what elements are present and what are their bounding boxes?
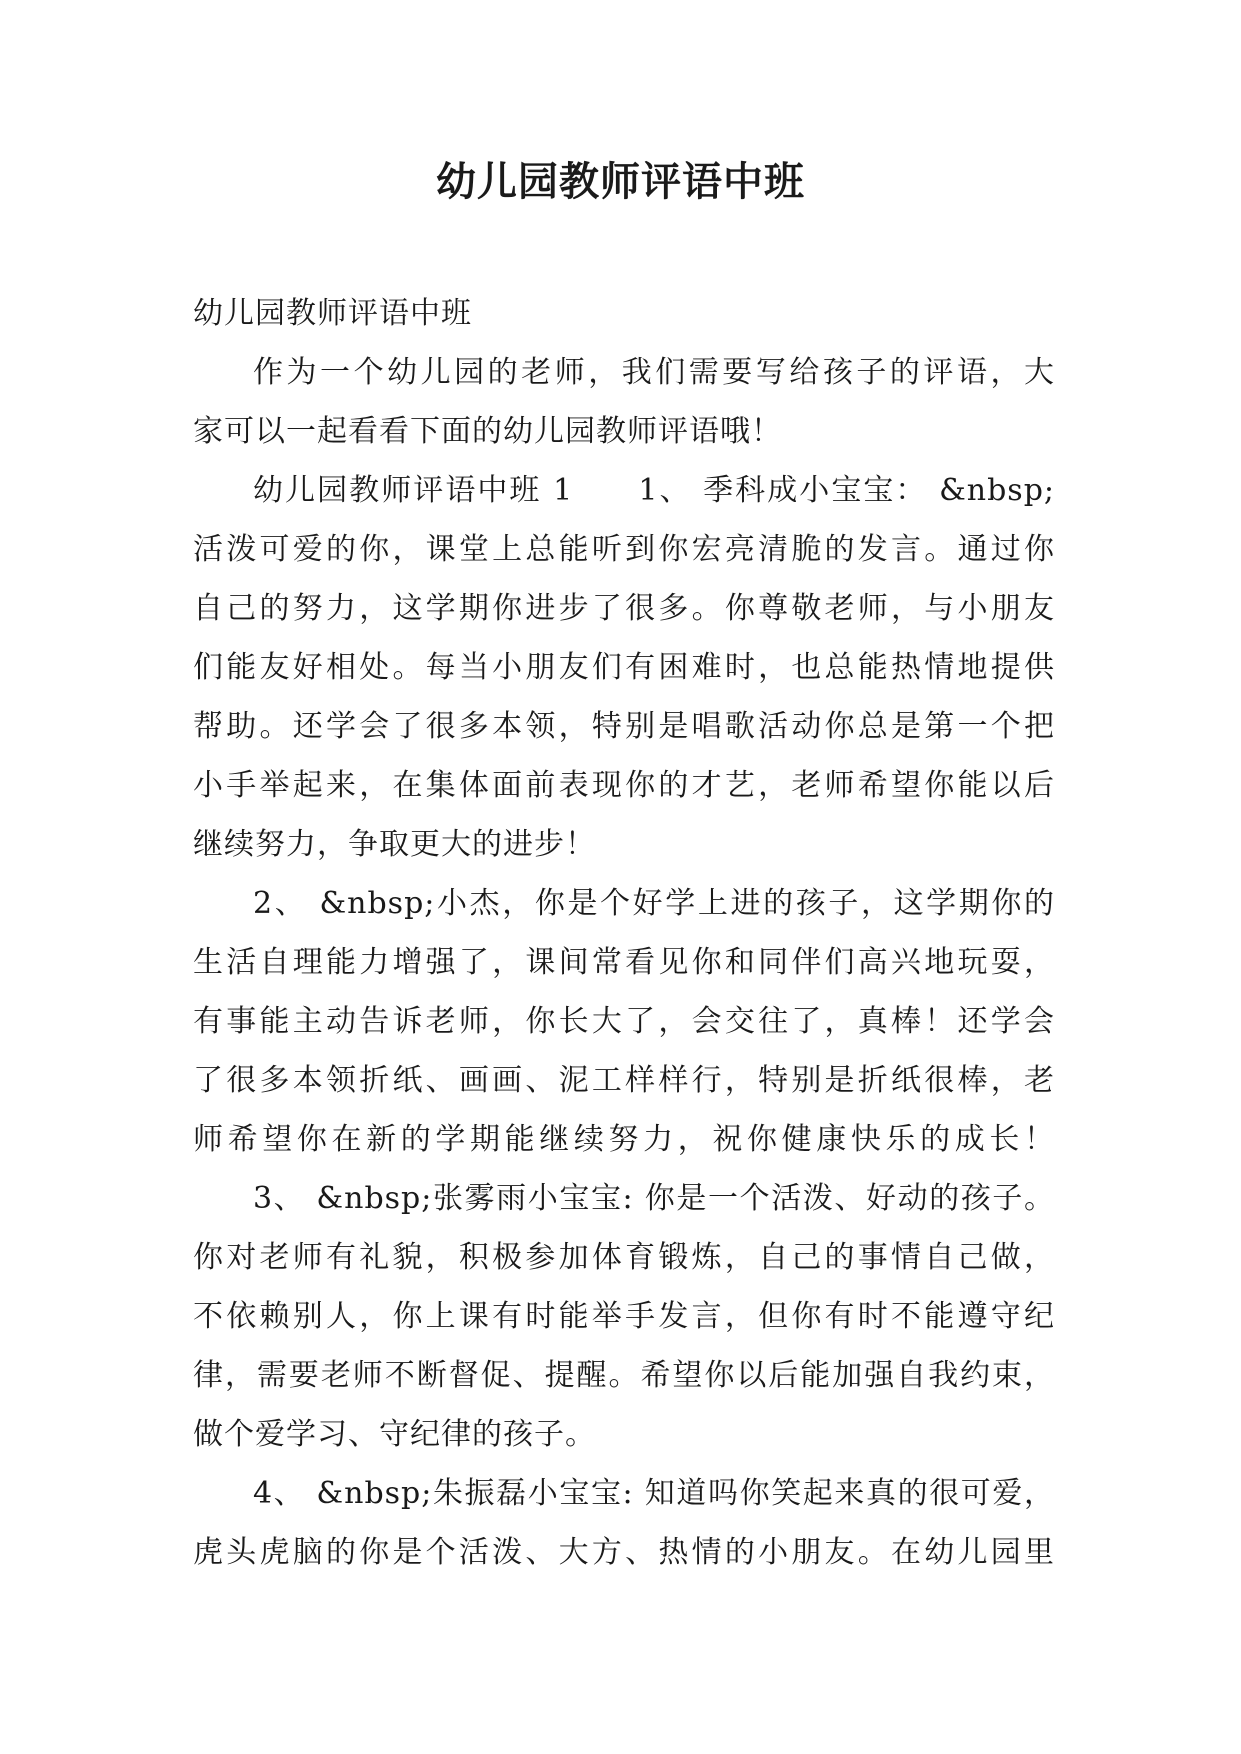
text-line: 继续努力，争取更大的进步！ [193, 827, 596, 862]
document-title: 幼儿园教师评语中班 [436, 158, 805, 205]
text-line: 有事能主动告诉老师，你长大了，会交往了，真棒！还学会 [193, 1004, 1055, 1039]
text-line: 们能友好相处。每当小朋友们有困难时，也总能热情地提供 [193, 650, 1055, 685]
text-line: 活泼可爱的你，课堂上总能听到你宏亮清脆的发言。通过你 [193, 532, 1055, 567]
text-line: 4、 &nbsp;朱振磊小宝宝: 知道吗你笑起来真的很可爱， [253, 1476, 1055, 1511]
text-line: 幼儿园教师评语中班 [193, 296, 472, 331]
text-line: 帮助。还学会了很多本领，特别是唱歌活动你总是第一个把 [193, 709, 1055, 744]
text-line: 律，需要老师不断督促、提醒。希望你以后能加强自我约束， [193, 1358, 1055, 1393]
text-line: 生活自理能力增强了，课间常看见你和同伴们高兴地玩耍， [193, 945, 1055, 980]
text-line: 了很多本领折纸、画画、泥工样样行，特别是折纸很棒，老 [193, 1063, 1055, 1098]
text-line: 3、 &nbsp;张雾雨小宝宝: 你是一个活泼、好动的孩子。 [253, 1181, 1055, 1216]
text-line: 2、 &nbsp;小杰，你是个好学上进的孩子，这学期你的 [253, 886, 1055, 921]
text-line: 作为一个幼儿园的老师，我们需要写给孩子的评语，大 [253, 355, 1055, 390]
text-line: 不依赖别人，你上课有时能举手发言，但你有时不能遵守纪 [193, 1299, 1055, 1334]
text-line: 你对老师有礼貌，积极参加体育锻炼，自己的事情自己做， [193, 1240, 1055, 1275]
text-line: 自己的努力，这学期你进步了很多。你尊敬老师，与小朋友 [193, 591, 1055, 626]
text-line: 做个爱学习、守纪律的孩子。 [193, 1417, 596, 1452]
text-line: 家可以一起看看下面的幼儿园教师评语哦！ [193, 414, 782, 449]
text-line: 幼儿园教师评语中班 1 1、 季科成小宝宝： &nbsp; [253, 473, 1055, 508]
document-body [193, 284, 1055, 1582]
text-line: 虎头虎脑的你是个活泼、大方、热情的小朋友。在幼儿园里 [193, 1535, 1055, 1570]
text-line: 师希望你在新的学期能继续努力，祝你健康快乐的成长！ [193, 1122, 1055, 1157]
text-line: 小手举起来，在集体面前表现你的才艺，老师希望你能以后 [193, 768, 1055, 803]
